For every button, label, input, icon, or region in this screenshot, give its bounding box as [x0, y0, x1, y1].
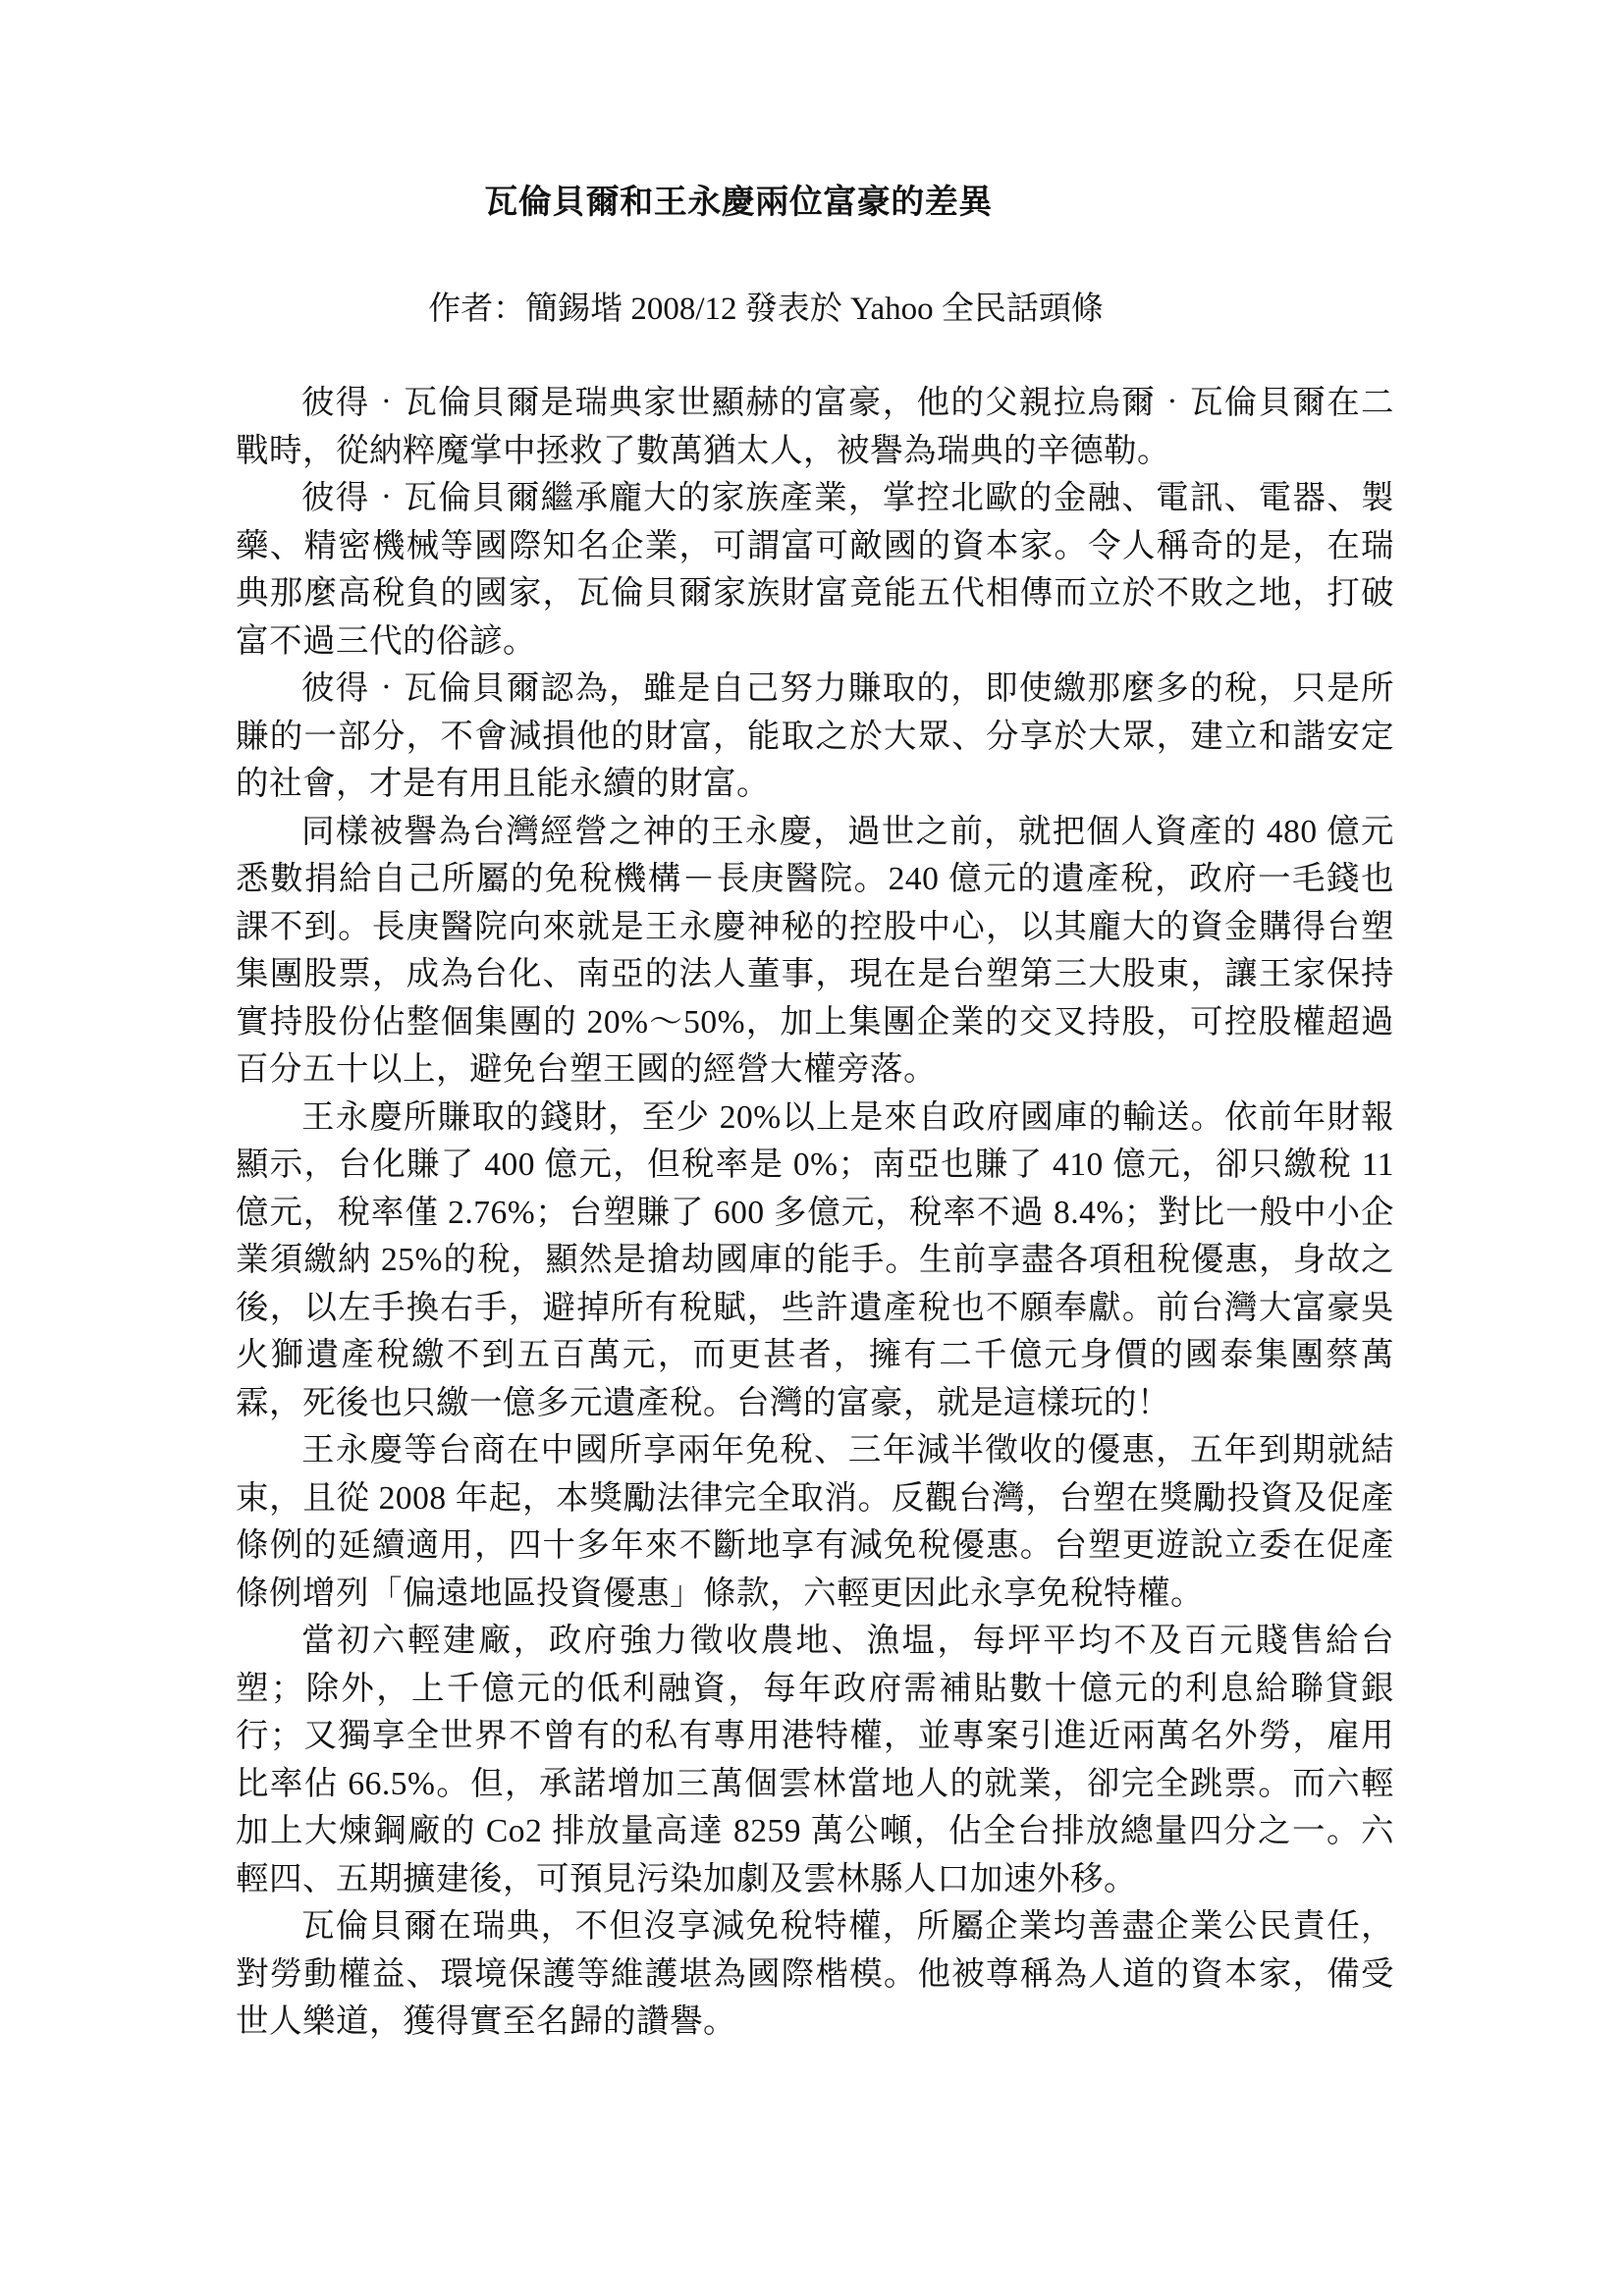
- document-title: 瓦倫貝爾和王永慶兩位富豪的差異: [484, 185, 993, 221]
- paragraph-1: 彼得‧瓦倫貝爾是瑞典家世顯赫的富豪，他的父親拉烏爾‧瓦倫貝爾在二戰時，從納粹魔掌中拯救了數萬猶太人，被譽為瑞典的辛德勒。: [236, 385, 1394, 469]
- paragraph-8: 瓦倫貝爾在瑞典，不但沒享減免稅特權，所屬企業均善盡企業公民責任，對勞動權益、環境保護等維護堪為國際楷模。他被尊稱為人道的資本家，備受世人樂道，獲得實至名歸的讚譽。: [236, 1908, 1394, 2040]
- paragraph-3: 彼得‧瓦倫貝爾認為，雖是自己努力賺取的，即使繳那麼多的稅，只是所賺的一部分，不會減損他的財富，能取之於大眾、分享於大眾，建立和諧安定的社會，才是有用且能永續的財富。: [236, 670, 1394, 802]
- paragraph-5: 王永慶所賺取的錢財，至少 20%以上是來自政府國庫的輸送。依前年財報顯示，台化賺了 400 億元，但稅率是 0%；南亞也賺了 410 億元，卻只繳稅 11 億元，稅率僅 2.76%；台塑賺了 600 多億元，稅率不過 8.4%；對比一般中小企業須繳納 25%的稅，顯然是搶劫國庫的能手。生前享盡各項租稅優惠，身故之後，以左手換右手，避掉所有稅賦，些許遺產稅也不願奉獻。前台灣大富豪吳火獅遺產稅繳不到五百萬元，而更甚者，擁有二千億元身價的國泰集團蔡萬霖，死後也只繳一億多元遺產稅。台灣的富豪，就是這樣玩的！: [236, 1098, 1394, 1421]
- paragraph-7: 當初六輕建廠，政府強力徵收農地、漁塭，每坪平均不及百元賤售給台塑；除外，上千億元的低利融資，每年政府需補貼數十億元的利息給聯貸銀行；又獨享全世界不曾有的私有專用港特權，並專案引進近兩萬名外勞，雇用比率佔 66.5%。但，承諾增加三萬個雲林當地人的就業，卻完全跳票。而六輕加上大煉鋼廠的 Co2 排放量高達 8259 萬公噸，佔全台排放總量四分之一。六輕四、五期擴建後，可預見污染加劇及雲林縣人口加速外移。: [236, 1623, 1394, 1897]
- paragraph-2: 彼得‧瓦倫貝爾繼承龐大的家族產業，掌控北歐的金融、電訊、電器、製藥、精密機械等國際知名企業，可謂富可敵國的資本家。令人稱奇的是，在瑞典那麼高稅負的國家，瓦倫貝爾家族財富竟能五代相傳而立於不敗之地，打破富不過三代的俗諺。: [236, 480, 1394, 660]
- paragraph-6: 王永慶等台商在中國所享兩年免稅、三年減半徵收的優惠，五年到期就結束，且從 2008 年起，本獎勵法律完全取消。反觀台灣，台塑在獎勵投資及促產條例的延續適用，四十多年來不斷地享有減免稅優惠。台塑更遊說立委在促產條例增列「偏遠地區投資優惠」條款，六輕更因此永享免稅特權。: [236, 1432, 1394, 1612]
- article-body: [236, 380, 1394, 2047]
- byline: 作者：簡錫堦 2008/12 發表於 Yahoo 全民話頭條: [428, 292, 1104, 327]
- paragraph-4: 同樣被譽為台灣經營之神的王永慶，過世之前，就把個人資產的 480 億元悉數捐給自己所屬的免稅機構－長庚醫院。240 億元的遺產稅，政府一毛錢也課不到。長庚醫院向來就是王永慶神秘的控股中心，以其龐大的資金購得台塑集團股票，成為台化、南亞的法人董事，現在是台塑第三大股東，讓王家保持實持股份佔整個集團的 20%～50%，加上集團企業的交叉持股，可控股權超過百分五十以上，避免台塑王國的經營大權旁落。: [236, 813, 1394, 1088]
